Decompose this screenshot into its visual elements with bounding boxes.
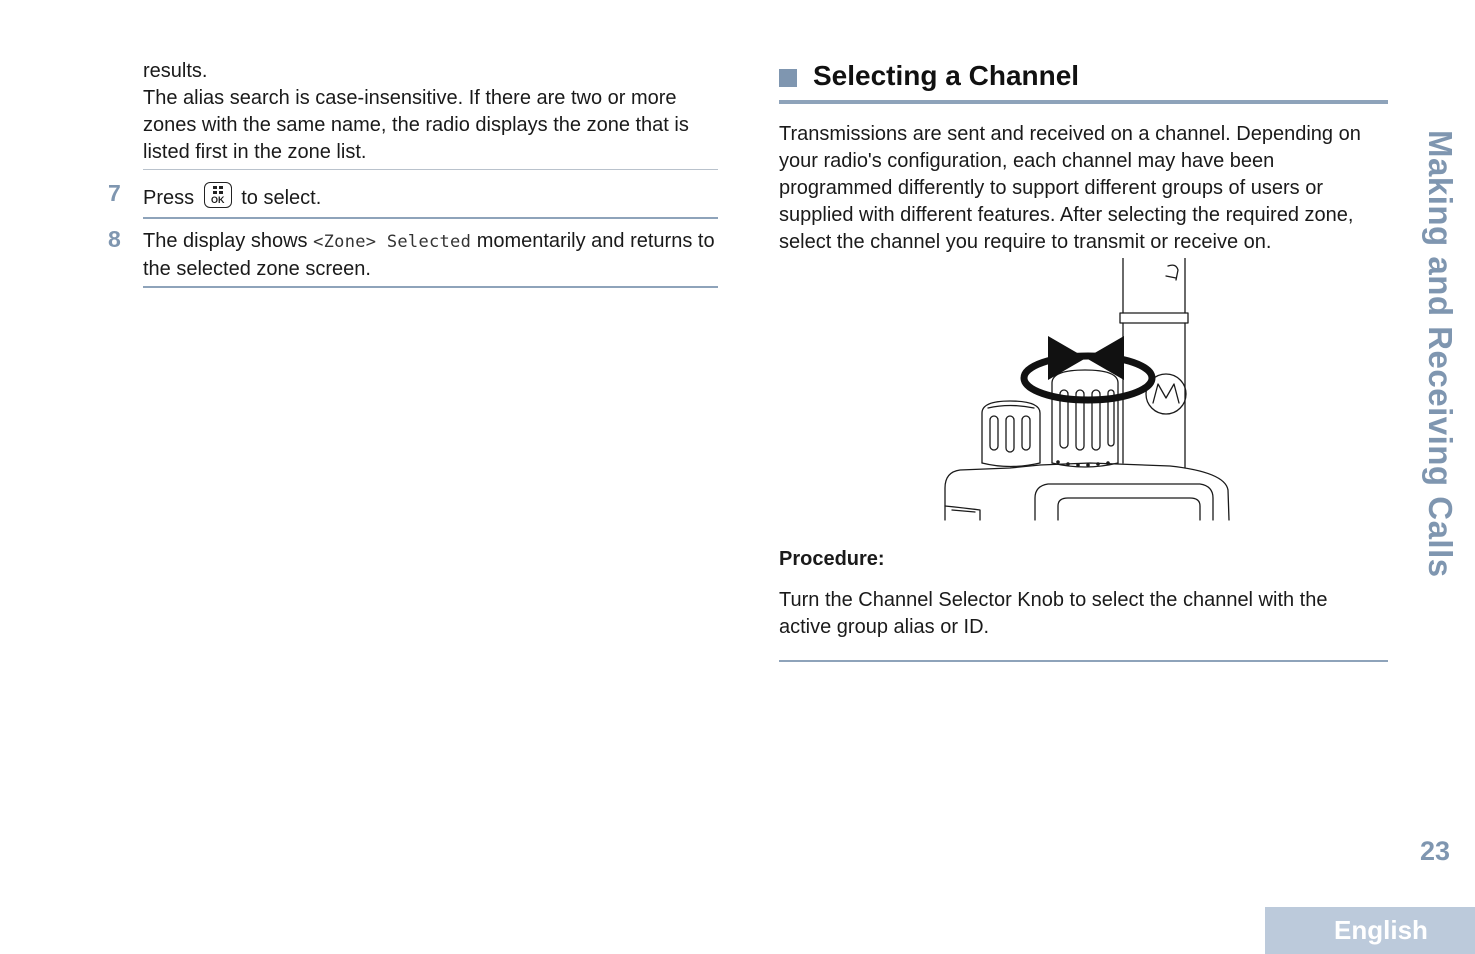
procedure-divider [779, 660, 1388, 662]
display-bezel [1035, 484, 1213, 520]
step-number-8: 8 [108, 226, 121, 252]
step-8-before: The display shows [143, 230, 308, 252]
step-7-after: to select. [241, 187, 322, 209]
section-marker-icon [779, 69, 797, 87]
step-8-text [143, 228, 718, 283]
section-rule [779, 100, 1388, 104]
ok-key-label: OK [210, 195, 225, 205]
page-number: 23 [1420, 836, 1451, 866]
procedure-label: Procedure: [779, 548, 885, 570]
rotation-arrow-icon [1024, 356, 1152, 400]
radio-body [945, 463, 1229, 520]
step-divider [143, 217, 718, 219]
continuation-text [143, 58, 718, 166]
display-text-code: <Zone> Selected [313, 232, 472, 252]
arrow-left-icon [1086, 336, 1124, 380]
step-7-text [143, 182, 718, 212]
step-8-after: momentarily and returns to the selected zone screen. [143, 230, 715, 280]
ok-key-icon [204, 182, 232, 208]
chapter-side-tab: Making and Receiving Calls [1422, 130, 1459, 578]
language-tab: English [1265, 907, 1475, 954]
step-number-7: 7 [108, 180, 121, 206]
divider [143, 169, 718, 170]
section-title: Selecting a Channel [813, 60, 1080, 91]
volume-knob [982, 401, 1040, 463]
step-divider [143, 286, 718, 288]
continuation-paragraph: The alias search is case-insensitive. If there are two or more zones with the same name, the radio displays the zone that is listed first in the zone list. [143, 87, 689, 163]
intro-paragraph: Transmissions are sent and received on a channel. Depending on your radio's configuration, each channel may have been programmed differently to support different groups of users or supplied with different features. After selecting the required zone, select the channel you require to transmit or receive on. [779, 123, 1361, 253]
arrow-right-icon [1048, 336, 1086, 380]
step-7-before: Press [143, 187, 195, 209]
procedure-text: Turn the Channel Selector Knob to select the channel with the active group alias or ID. [779, 589, 1328, 638]
continuation-line-1: results. [143, 60, 208, 82]
channel-knob-illustration [940, 258, 1240, 524]
